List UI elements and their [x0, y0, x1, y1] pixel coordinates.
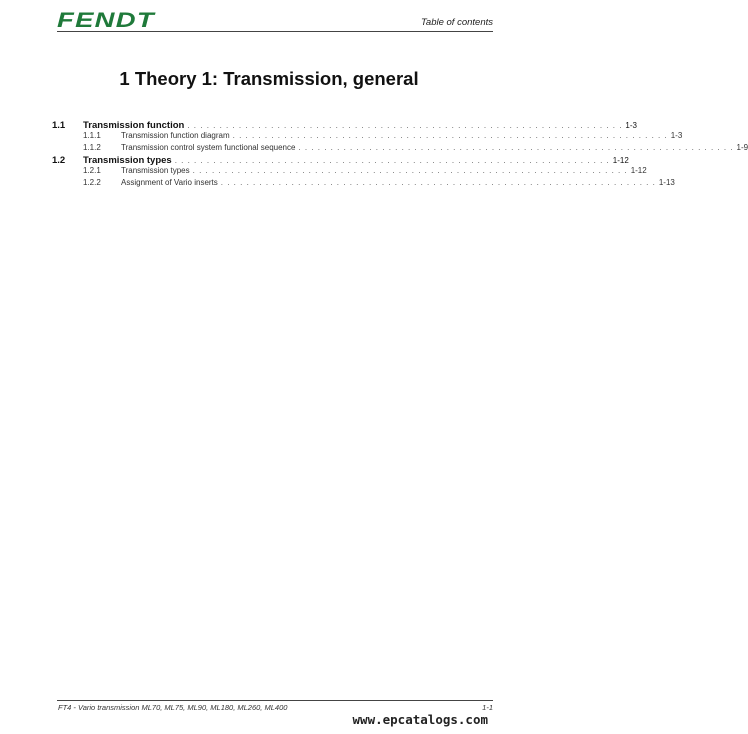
table-of-contents: [52, 119, 748, 189]
toc-leader: . . . . . . . . . . . . . . . . . . . . . . . . . . . . . . . . . . . . . . . . . . . . . . . . . . . . . . . . . . . . . . . . . . . .: [298, 142, 734, 152]
logo-text: FENDT: [57, 9, 157, 32]
toc-entry[interactable]: [52, 166, 647, 178]
footer-document-title: FT4 - Vario transmission ML70, ML75, ML90, ML180, ML260, ML400: [58, 703, 288, 712]
toc-title: Transmission types: [121, 166, 190, 175]
toc-leader: . . . . . . . . . . . . . . . . . . . . . . . . . . . . . . . . . . . . . . . . . . . . . . . . . . . . . . . . . . . . . . . . . . . .: [174, 156, 610, 165]
toc-leader: . . . . . . . . . . . . . . . . . . . . . . . . . . . . . . . . . . . . . . . . . . . . . . . . . . . . . . . . . . . . . . . . . . . .: [187, 121, 623, 130]
toc-title: Transmission function: [83, 120, 185, 131]
toc-page: 1-9: [736, 142, 748, 152]
toc-title: Transmission control system functional sequence: [121, 142, 296, 152]
header-divider: [57, 31, 493, 32]
toc-leader: . . . . . . . . . . . . . . . . . . . . . . . . . . . . . . . . . . . . . . . . . . . . . . . . . . . . . . . . . . . . . . . . . . . .: [192, 166, 628, 175]
toc-number: 1.1.2: [83, 142, 101, 152]
toc-entry[interactable]: [52, 154, 629, 166]
toc-entry[interactable]: [52, 142, 748, 155]
fendt-logo: [57, 9, 157, 32]
toc-leader: . . . . . . . . . . . . . . . . . . . . . . . . . . . . . . . . . . . . . . . . . . . . . . . . . . . . . . . . . . . . . . . . . . . .: [232, 131, 668, 140]
toc-number: 1.2.1: [83, 166, 101, 175]
toc-number: 1.1.1: [83, 131, 101, 140]
chapter-title: 1 Theory 1: Transmission, general: [119, 68, 419, 89]
footer-page-number: 1-1: [482, 703, 493, 712]
toc-number: 1.1: [52, 120, 66, 131]
toc-page: 1-3: [670, 131, 683, 140]
toc-number: 1.2: [52, 155, 66, 166]
toc-entry[interactable]: [52, 131, 683, 143]
toc-page: 1-12: [630, 166, 647, 175]
watermark-url[interactable]: www.epcatalogs.com: [352, 712, 488, 727]
toc-page: 1-12: [612, 156, 629, 165]
toc-title: Transmission function diagram: [121, 131, 230, 140]
toc-leader: . . . . . . . . . . . . . . . . . . . . . . . . . . . . . . . . . . . . . . . . . . . . . . . . . . . . . . . . . . . . . . . . . . . .: [220, 177, 656, 187]
footer-divider: [57, 700, 493, 701]
header-section-label: Table of contents: [420, 17, 493, 28]
toc-entry[interactable]: [52, 119, 637, 131]
toc-page: 1-3: [625, 121, 637, 130]
toc-title: Transmission types: [83, 155, 172, 166]
toc-entry[interactable]: [52, 177, 675, 190]
toc-number: 1.2.2: [83, 177, 101, 187]
toc-title: Assignment of Vario inserts: [121, 177, 218, 187]
toc-page: 1-13: [658, 177, 675, 187]
